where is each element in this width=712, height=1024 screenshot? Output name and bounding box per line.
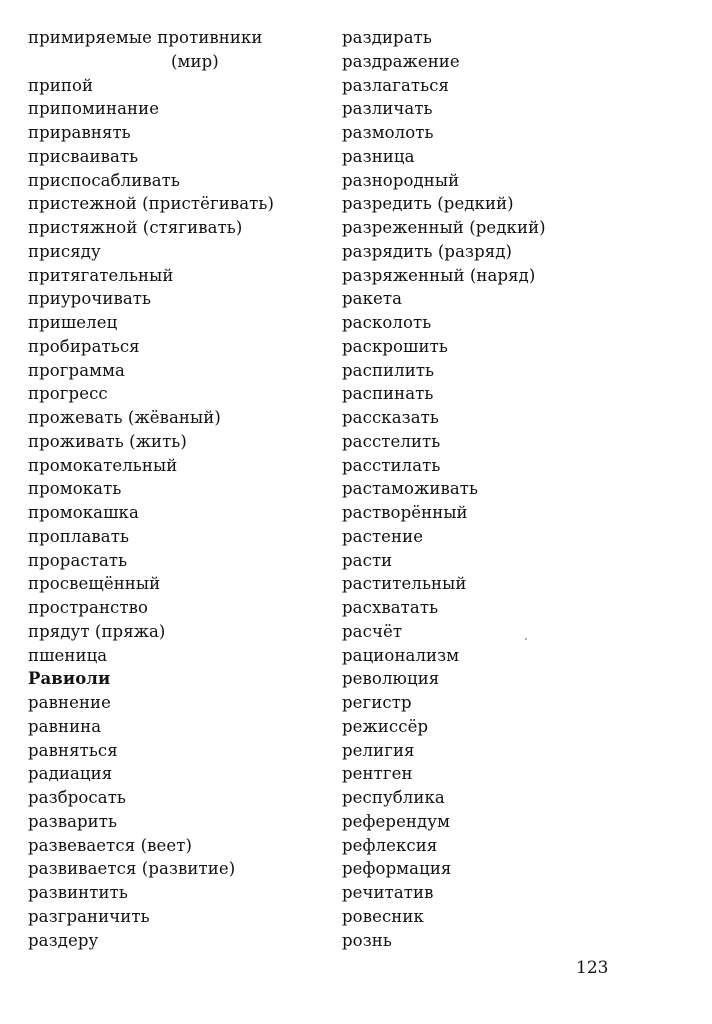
word-entry: рассказать	[342, 408, 439, 427]
word-entry: промокать	[28, 479, 122, 499]
word-entry: пробираться	[28, 336, 140, 356]
word-entry: прорастать	[28, 550, 128, 570]
word-entry: революция	[342, 669, 440, 689]
word-entry: равнина	[28, 716, 102, 736]
word-entry: расчёт	[342, 621, 403, 641]
word-entry: рефлексия	[342, 835, 438, 855]
word-entry: расстелить	[342, 431, 441, 451]
word-entry: ровесник	[342, 906, 424, 926]
word-entry: промокашка	[28, 503, 139, 522]
word-entry: разрядить (разряд)	[342, 241, 513, 261]
word-entry: развевается (веет)	[28, 835, 192, 855]
word-entry: ракета	[342, 289, 403, 309]
word-entry: растение	[342, 526, 424, 546]
word-entry: разряженный (наряд)	[342, 265, 536, 285]
word-entry: пришелец	[28, 313, 118, 332]
word-entry: размолоть	[342, 123, 434, 142]
word-entry: расти	[342, 550, 393, 570]
word-entry: разлагаться	[342, 75, 450, 95]
word-entry: регистр	[342, 693, 412, 712]
word-entry: развивается (развитие)	[28, 859, 236, 879]
left-word-column	[28, 26, 328, 952]
word-entry: прогресс	[28, 384, 108, 404]
word-entry: референдум	[342, 811, 451, 831]
word-entry: прожевать (жёваный)	[28, 408, 221, 427]
word-entry: режиссёр	[342, 716, 429, 736]
word-entry: прядут (пряжа)	[28, 621, 166, 641]
page-number: 123	[576, 958, 609, 978]
word-entry: расколоть	[342, 313, 432, 332]
word-entry: разнородный	[342, 170, 460, 190]
word-entry: растаможивать	[342, 479, 479, 499]
word-entry: (мир)	[171, 51, 219, 71]
word-entry: раздражение	[342, 51, 460, 71]
word-entry: равнение	[28, 693, 112, 712]
word-entry: раскрошить	[342, 336, 448, 356]
word-entry: пристяжной (стягивать)	[28, 218, 243, 237]
word-entry: радиация	[28, 764, 113, 784]
scan-speck	[525, 638, 527, 640]
word-entry: растворённый	[342, 503, 468, 522]
word-entry: припоминание	[28, 99, 160, 119]
word-entry: растительный	[342, 574, 467, 594]
word-entry: примиряемые противники	[28, 28, 263, 47]
word-entry: промокательный	[28, 455, 178, 475]
word-entry: речитатив	[342, 883, 434, 902]
word-entry: разграничить	[28, 906, 150, 926]
word-entry: раздирать	[342, 28, 432, 47]
word-entry: приурочивать	[28, 289, 152, 309]
word-entry: проплавать	[28, 526, 130, 546]
word-entry: пространство	[28, 598, 149, 617]
word-entry: расстилать	[342, 455, 441, 475]
word-entry: присваивать	[28, 146, 139, 166]
right-word-column	[342, 26, 662, 952]
word-entry: разбросать	[28, 788, 127, 807]
word-entry: приравнять	[28, 123, 131, 142]
word-entry: разреженный (редкий)	[342, 218, 546, 237]
word-entry: распинать	[342, 384, 434, 404]
word-entry: реформация	[342, 859, 452, 879]
word-entry: распилить	[342, 360, 435, 380]
word-entry: просвещённый	[28, 574, 161, 594]
word-entry: республика	[342, 788, 445, 807]
word-entry: припой	[28, 75, 94, 95]
word-entry: рознь	[342, 930, 392, 950]
word-entry: равняться	[28, 740, 118, 760]
word-entry: расхватать	[342, 598, 439, 617]
word-entry: разредить (редкий)	[342, 194, 514, 214]
word-entry: программа	[28, 360, 125, 380]
word-entry: рентген	[342, 764, 413, 784]
word-entry: развинтить	[28, 883, 128, 902]
word-entry: религия	[342, 740, 415, 760]
word-entry: различать	[342, 99, 433, 119]
word-entry: пристежной (пристёгивать)	[28, 194, 274, 214]
word-entry: рационализм	[342, 645, 460, 665]
word-entry: пшеница	[28, 645, 108, 665]
word-entry: проживать (жить)	[28, 431, 187, 451]
word-entry: раздеру	[28, 930, 99, 950]
word-entry: приспосабливать	[28, 170, 180, 190]
word-entry: притягательный	[28, 265, 174, 285]
word-entry: разница	[342, 146, 415, 166]
word-entry: разварить	[28, 811, 118, 831]
word-entry: Равиоли	[28, 669, 111, 689]
word-entry: присяду	[28, 241, 101, 261]
